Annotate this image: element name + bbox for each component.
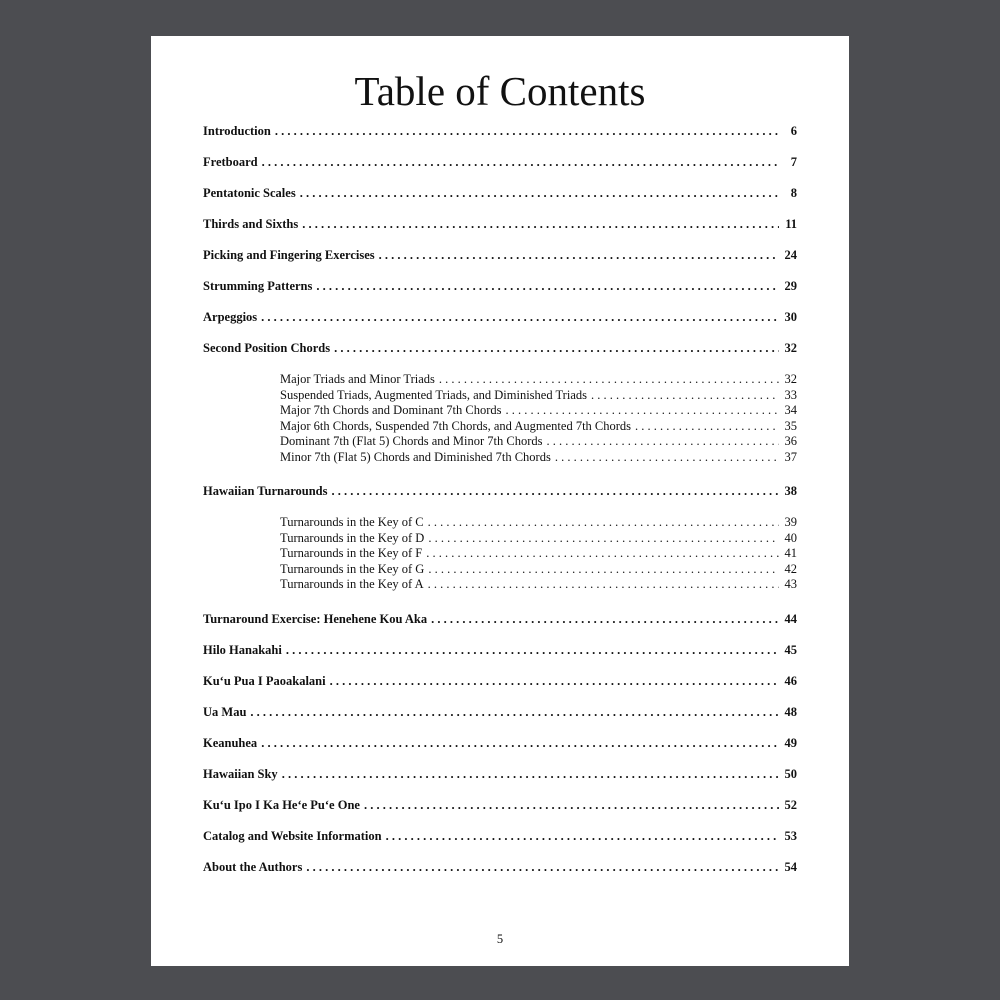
dot-leader (330, 671, 779, 691)
toc-entry-label: Catalog and Website Information (203, 828, 382, 843)
toc-subentry-page: 42 (784, 561, 797, 576)
toc-entry-label: Second Position Chords (203, 341, 331, 355)
dot-leader (439, 372, 779, 388)
toc-entry-label: Ku‘u Ipo I Ka He‘e Pu‘e One (203, 797, 360, 812)
toc-entry-page: 46 (784, 673, 797, 688)
toc-entry-catalog[interactable] (203, 826, 797, 857)
toc-subentry-label: Major 7th Chords and Dominant 7th Chords (280, 403, 502, 417)
toc-entry-label: Introduction (203, 124, 271, 138)
dot-leader (547, 434, 780, 450)
dot-leader (250, 702, 779, 722)
toc-subentry-page: 32 (784, 372, 797, 386)
dot-leader (428, 562, 779, 578)
toc-subentry-label: Minor 7th (Flat 5) Chords and Diminished 7th Chords (280, 449, 551, 464)
toc-entry-page: 52 (784, 797, 797, 812)
dot-leader (302, 214, 779, 234)
toc-subentry[interactable] (203, 562, 797, 578)
toc-entry-kuu-ipo[interactable] (203, 795, 797, 826)
toc-subentry-label: Major Triads and Minor Triads (280, 372, 435, 386)
dot-leader (261, 307, 779, 327)
toc-entry-label: Strumming Patterns (203, 279, 313, 293)
dot-leader (262, 152, 779, 172)
table-of-contents (203, 121, 797, 888)
dot-leader (591, 388, 779, 404)
page-number: 5 (496, 932, 504, 946)
toc-subentry[interactable] (203, 372, 797, 388)
dot-leader (261, 733, 779, 753)
toc-entry-page: 50 (784, 766, 797, 781)
toc-entry-arpeggios[interactable] (203, 307, 797, 338)
toc-entry-kuu-pua-i-paoakalani[interactable] (203, 671, 797, 702)
toc-entry-hawaiian-turnarounds[interactable] (203, 481, 797, 512)
dot-leader (379, 245, 779, 265)
toc-subentry[interactable] (203, 546, 797, 562)
toc-entry-label: Arpeggios (203, 310, 258, 324)
toc-entry-label: Pentatonic Scales (203, 186, 296, 200)
toc-entry-label: Turnaround Exercise: Henehene Kou Aka (203, 611, 428, 626)
toc-subentry-label: Turnarounds in the Key of D (280, 530, 425, 545)
toc-entry-label: About the Authors (203, 859, 303, 874)
dot-leader (300, 183, 779, 203)
toc-entry-strumming-patterns[interactable] (203, 276, 797, 307)
toc-subentry[interactable] (203, 450, 797, 466)
toc-subentry-label: Dominant 7th (Flat 5) Chords and Minor 7th Chords (280, 434, 543, 448)
toc-subentry-page: 34 (784, 403, 797, 417)
toc-subentry-label: Major 6th Chords, Suspended 7th Chords, and Augmented 7th Chords (280, 418, 632, 433)
toc-entry-label: Ku‘u Pua I Paoakalani (203, 673, 326, 688)
dot-leader (306, 857, 779, 877)
toc-subentry[interactable] (203, 403, 797, 419)
page-title: Table of Contents (354, 68, 646, 114)
dot-leader (316, 276, 779, 296)
dot-leader (386, 826, 779, 846)
dot-leader (334, 338, 779, 358)
toc-entry-fretboard[interactable] (203, 152, 797, 183)
toc-entry-page: 29 (784, 279, 797, 293)
dot-leader (282, 764, 779, 784)
dot-leader (431, 609, 779, 629)
toc-entry-page: 44 (784, 611, 797, 626)
toc-entry-page: 54 (784, 859, 797, 874)
toc-subentry-page: 43 (784, 577, 797, 591)
toc-entry-second-position-chords[interactable] (203, 338, 797, 369)
toc-entry-keanuhea[interactable] (203, 733, 797, 764)
toc-entry-about-the-authors[interactable] (203, 857, 797, 888)
toc-entry-label: Fretboard (203, 155, 258, 169)
toc-subentry-page: 33 (784, 387, 797, 402)
toc-entry-page: 49 (784, 735, 797, 750)
toc-entry-label: Keanuhea (203, 735, 258, 750)
toc-subentry-label: Turnarounds in the Key of C (280, 515, 424, 529)
dot-leader (428, 531, 779, 547)
second-position-subentries (203, 369, 797, 481)
toc-subentry[interactable] (203, 531, 797, 547)
dot-leader (364, 795, 779, 815)
toc-subentry-label: Turnarounds in the Key of G (280, 561, 425, 576)
toc-entry-turnaround-exercise[interactable] (203, 609, 797, 640)
toc-subentry-page: 40 (784, 530, 797, 545)
toc-subentry[interactable] (203, 419, 797, 435)
toc-entry-page: 32 (784, 341, 797, 355)
toc-entry-page: 7 (790, 155, 797, 169)
toc-entry-page: 11 (785, 217, 797, 231)
toc-entry-label: Picking and Fingering Exercises (203, 248, 375, 262)
toc-entry-introduction[interactable] (203, 121, 797, 152)
dot-leader (428, 515, 779, 531)
toc-subentry-page: 35 (784, 418, 797, 433)
toc-subentry-page: 39 (784, 515, 797, 529)
toc-subentry-page: 36 (784, 434, 797, 448)
toc-subentry-label: Turnarounds in the Key of A (280, 577, 424, 591)
toc-entry-page: 6 (790, 124, 797, 138)
toc-entry-ua-mau[interactable] (203, 702, 797, 733)
dot-leader (635, 419, 779, 435)
toc-subentry[interactable] (203, 515, 797, 531)
dot-leader (286, 640, 779, 660)
turnaround-subentries (203, 512, 797, 609)
document-page (151, 36, 849, 966)
toc-subentry[interactable] (203, 388, 797, 404)
toc-subentry[interactable] (203, 577, 797, 593)
toc-entry-hawaiian-sky[interactable] (203, 764, 797, 795)
dot-leader (428, 577, 779, 593)
toc-entry-page: 38 (784, 484, 797, 498)
toc-entry-label: Hilo Hanakahi (203, 642, 282, 657)
toc-subentry[interactable] (203, 434, 797, 450)
toc-entry-page: 45 (784, 642, 797, 657)
toc-entry-label: Hawaiian Sky (203, 766, 278, 781)
dot-leader (275, 121, 779, 141)
toc-entry-page: 8 (790, 186, 797, 200)
toc-entry-page: 30 (784, 310, 797, 324)
toc-subentry-label: Suspended Triads, Augmented Triads, and Diminished Triads (280, 387, 587, 402)
toc-subentry-page: 41 (784, 546, 797, 560)
toc-subentry-label: Turnarounds in the Key of F (280, 546, 423, 560)
toc-entry-label: Thirds and Sixths (203, 217, 299, 231)
toc-entry-thirds-and-sixths[interactable] (203, 214, 797, 245)
toc-entry-pentatonic-scales[interactable] (203, 183, 797, 214)
dot-leader (506, 403, 779, 419)
toc-entry-hilo-hanakahi[interactable] (203, 640, 797, 671)
toc-entry-label: Ua Mau (203, 704, 247, 719)
dot-leader (555, 450, 779, 466)
toc-entry-page: 48 (784, 704, 797, 719)
toc-subentry-page: 37 (784, 449, 797, 464)
dot-leader (426, 546, 779, 562)
toc-entry-page: 24 (784, 248, 797, 262)
toc-entry-label: Hawaiian Turnarounds (203, 484, 328, 498)
toc-entry-page: 53 (784, 828, 797, 843)
dot-leader (331, 481, 779, 501)
toc-entry-picking-and-fingering[interactable] (203, 245, 797, 276)
